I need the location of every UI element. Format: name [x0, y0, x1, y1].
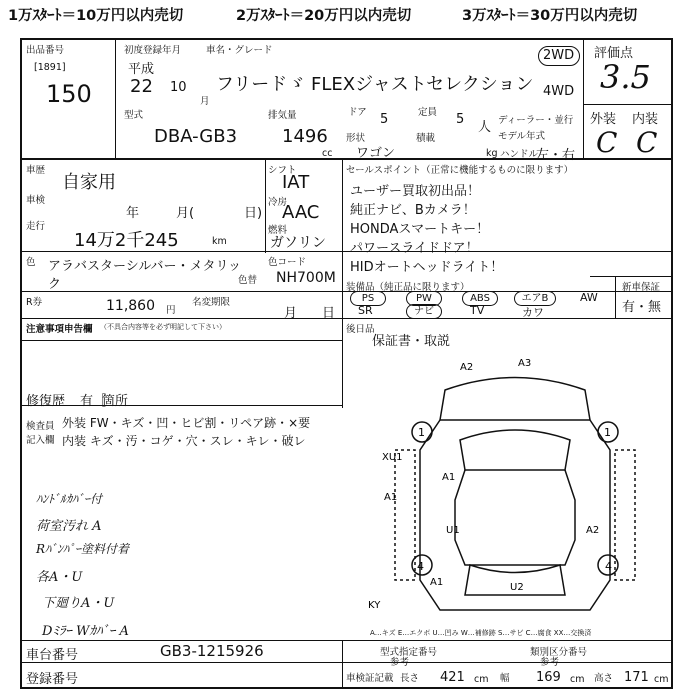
- equipment-label: 装備品（純正品に限ります）: [346, 282, 470, 293]
- width-label: 幅: [500, 673, 510, 684]
- grade-label: 評価点: [594, 46, 634, 61]
- class-ref: 参考: [540, 657, 560, 668]
- sales-point-4: パワースライドドア！: [350, 241, 479, 256]
- equip-navi: ナビ: [406, 304, 442, 319]
- interior-grade: C: [636, 126, 658, 159]
- seats-unit: 人: [478, 120, 492, 135]
- recycle-value: 11,860: [106, 298, 155, 314]
- inspection-day-unit: 日): [244, 206, 263, 221]
- color-code-value: NH700M: [276, 270, 336, 286]
- inspector-exterior: 外装 FW・キズ・凹・ヒビ割・リペア跡・×要: [62, 416, 311, 430]
- shift-value: IAT: [282, 172, 310, 193]
- inspector-label-2: 記入欄: [26, 435, 55, 446]
- diag-mark-a1-bottom: A1: [430, 577, 444, 588]
- mileage-label: 走行: [26, 221, 46, 232]
- repair-count-unit: 箇所: [102, 394, 129, 409]
- hand-note-4: 各A・U: [36, 570, 83, 585]
- sales-point-2: 純正ナビ、Bカメラ！: [350, 203, 476, 218]
- inspection-month-unit: 月(: [176, 206, 195, 221]
- diag-mark-4-left: 4: [417, 560, 424, 573]
- hand-note-1: ﾊﾝﾄﾞﾙｶﾊﾞｰ付: [36, 492, 103, 506]
- inspector-interior: 内装 キズ・汚・コゲ・穴・スレ・キレ・破レ: [62, 434, 306, 448]
- type-number-label: 型式指定番号: [380, 647, 438, 658]
- width-value: 169: [536, 670, 561, 685]
- sales-point-1: ユーザー買取初出品！: [350, 184, 481, 199]
- era: 平成: [128, 62, 155, 77]
- chassis-value: GB3-1215926: [160, 642, 264, 660]
- equip-ps: PS: [350, 291, 386, 306]
- repair-label: 修復歴: [26, 394, 66, 409]
- usage-label: 車歴: [26, 165, 46, 176]
- fuel-label: 燃料: [268, 225, 288, 236]
- fuel-value: ガソリン: [270, 235, 326, 251]
- equip-abs: ABS: [462, 291, 498, 306]
- exterior-label: 外装: [590, 112, 617, 127]
- model-year-label: モデル年式: [498, 131, 546, 142]
- car-name-label: 車名・グレード: [206, 45, 273, 56]
- new-car-warranty-label: 新車保証: [622, 282, 661, 293]
- type-ref: 参考: [390, 657, 410, 668]
- length-unit: cm: [474, 674, 489, 685]
- displacement-label: 排気量: [268, 110, 297, 121]
- handle-label: ハンドル: [500, 149, 539, 160]
- length-label: 長さ: [400, 673, 420, 684]
- height-value: 171: [624, 670, 649, 685]
- new-car-warranty-value: 有・無: [622, 300, 662, 315]
- kg-unit: kg: [486, 148, 498, 159]
- class-number-label: 類別区分番号: [530, 647, 588, 658]
- diag-mark-a2-top: A2: [460, 362, 474, 373]
- lot-subnumber: [1891]: [34, 62, 66, 73]
- lot-label: 出品番号: [26, 45, 65, 56]
- equip-aw: AW: [580, 291, 598, 304]
- mileage-value: 14万2千245: [74, 230, 179, 251]
- handle-value: 左・右: [536, 148, 576, 163]
- header-rule-2: 2万ｽﾀｰﾄ＝20万円以内売切: [236, 8, 412, 24]
- door-value: 5: [380, 112, 389, 127]
- reg-month: 10: [170, 80, 187, 95]
- transfer-deadline-label: 名変期限: [192, 297, 231, 308]
- sales-points-label: セールスポイント（正常に機能するものに限ります）: [346, 165, 574, 176]
- width-unit: cm: [570, 674, 585, 685]
- chassis-label: 車台番号: [26, 648, 79, 663]
- deadline-month: 月: [284, 306, 298, 321]
- recycle-label: R券: [26, 297, 43, 308]
- seats-label: 定員: [418, 107, 438, 118]
- hand-note-2: 荷室汚れ A: [36, 519, 102, 534]
- dealer-label: ディーラー・並行: [498, 115, 574, 126]
- shape-value: ワゴン: [356, 146, 396, 161]
- color-code-label: 色コード: [268, 257, 307, 268]
- diag-mark-a2-right: A2: [586, 525, 600, 536]
- lot-number: 150: [46, 80, 92, 108]
- diag-mark-xu1: XU1: [382, 452, 403, 463]
- header-rule-3: 3万ｽﾀｰﾄ＝30万円以内売切: [462, 8, 638, 24]
- after-items-label: 後日品: [346, 324, 375, 335]
- shift-label: シフト: [268, 165, 297, 176]
- equip-tv: TV: [470, 304, 485, 317]
- grade-score: 3.5: [600, 58, 651, 96]
- ac-label: 冷房: [268, 197, 288, 208]
- diag-mark-a1-left: A1: [384, 492, 398, 503]
- diag-mark-4-right: 4: [605, 560, 612, 573]
- reg-date-label: 初度登録年月: [124, 45, 182, 56]
- diag-mark-1-right: 1: [604, 426, 611, 439]
- cargo-label: 積載: [416, 133, 436, 144]
- diag-mark-u1: U1: [446, 525, 460, 536]
- diag-mark-u2: U2: [510, 582, 524, 593]
- color-label: 色: [26, 257, 36, 268]
- displacement-value: 1496: [282, 126, 328, 147]
- diag-mark-a3: A3: [518, 358, 532, 369]
- model-label: 型式: [124, 110, 144, 121]
- month-unit: 月: [200, 96, 210, 107]
- color-swap-label: 色替: [238, 275, 258, 286]
- equip-leather: カワ: [522, 306, 544, 319]
- registration-label: 登録番号: [26, 672, 79, 687]
- after-items-value: 保証書・取説: [372, 334, 451, 349]
- cc-unit: cc: [322, 148, 333, 159]
- door-label: ドア: [348, 107, 367, 118]
- sales-point-5: HIDオートヘッドライト！: [350, 260, 504, 275]
- interior-label: 内装: [632, 112, 659, 127]
- reg-year: 22: [130, 76, 153, 97]
- drive-2wd: 2WD: [543, 48, 575, 63]
- diag-mark-a1-side: A1: [442, 472, 456, 483]
- car-name: フリードゞ FLEXジャストセレクション: [216, 74, 534, 95]
- ac-value: AAC: [282, 202, 320, 223]
- damage-legend: A…キズ E…エクボ U…凹み W…補修跡 S…サビ C…腐食 XX…交換済: [370, 629, 592, 637]
- inspector-label-1: 検査員: [26, 421, 55, 432]
- reg-cert-label: 車検証記載: [346, 673, 394, 684]
- hand-note-3: Rﾊﾞﾝﾊﾟｰ塗料付着: [36, 542, 130, 556]
- diag-mark-ky: KY: [368, 600, 381, 611]
- deadline-day: 日: [322, 306, 336, 321]
- equip-pw: PW: [406, 291, 442, 306]
- diag-mark-1-left: 1: [418, 426, 425, 439]
- inspection-year-unit: 年: [126, 206, 140, 221]
- seats-value: 5: [456, 112, 465, 127]
- usage-value: 自家用: [62, 172, 116, 193]
- drive-4wd: 4WD: [543, 84, 575, 99]
- inspection-label: 車検: [26, 195, 46, 206]
- shape-label: 形状: [346, 133, 366, 144]
- repair-value: 有［: [80, 394, 107, 409]
- exterior-grade: C: [596, 126, 618, 159]
- color-value: アラバスターシルバー・メタリック: [48, 259, 241, 292]
- model-value: DBA-GB3: [154, 126, 238, 147]
- length-value: 421: [440, 670, 465, 685]
- hand-note-6: Dﾐﾗｰ Wｶﾊﾞｰ A: [42, 624, 129, 639]
- car-damage-diagram: [360, 350, 670, 635]
- header-rule-1: 1万ｽﾀｰﾄ＝10万円以内売切: [8, 8, 184, 24]
- notes-sublabel: （不具合内容等を必ず明記して下さい）: [100, 323, 226, 331]
- height-label: 高さ: [594, 673, 614, 684]
- yen-unit: 円: [166, 305, 176, 316]
- km-unit: km: [212, 236, 227, 247]
- notes-label: 注意事項申告欄: [26, 324, 93, 335]
- height-unit: cm: [654, 674, 669, 685]
- hand-note-5: 下廻りA・U: [42, 596, 115, 611]
- equip-sr: SR: [358, 304, 373, 317]
- equip-airbag: エアB: [514, 291, 556, 306]
- sales-point-3: HONDAスマートキー！: [350, 222, 490, 237]
